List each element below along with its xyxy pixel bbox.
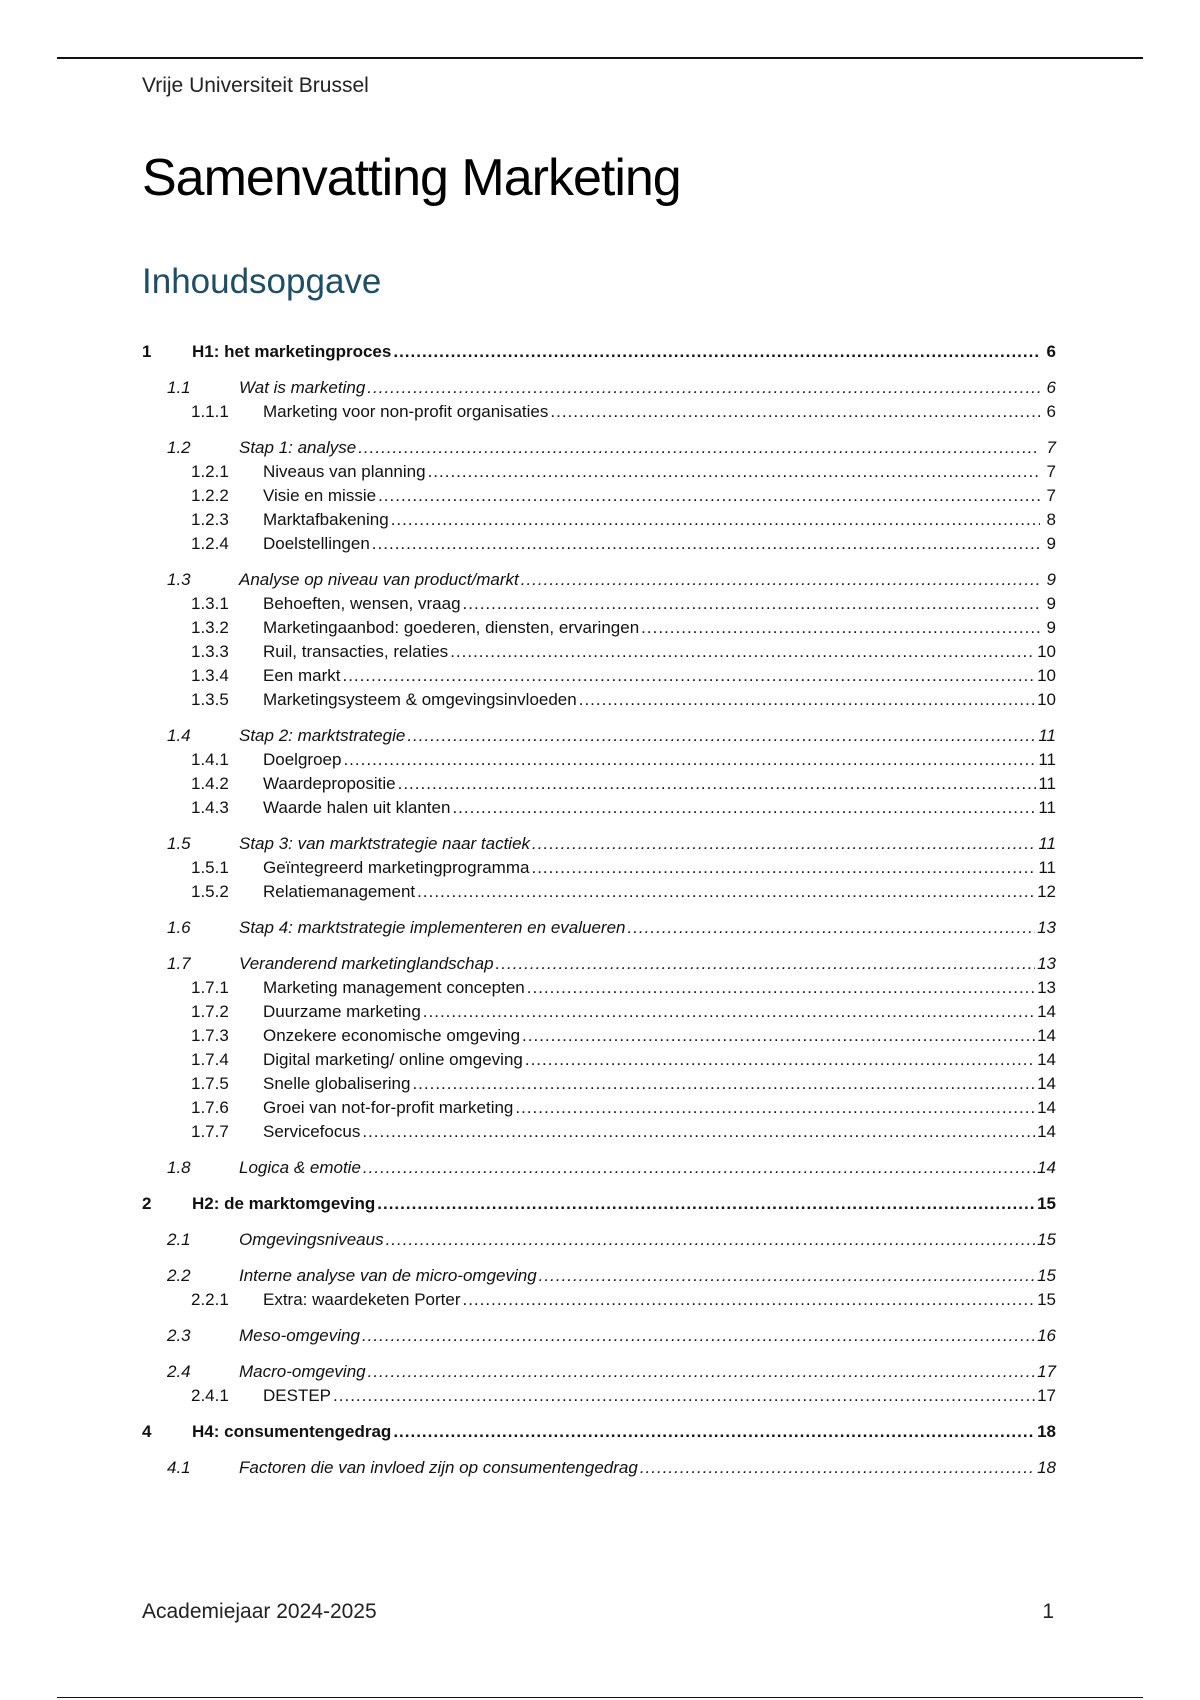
toc-entry-title: Wat is marketing	[239, 378, 366, 397]
toc-entry-title: Marktafbakening	[263, 510, 389, 529]
toc-entry-page: 18	[1037, 1422, 1056, 1441]
toc-entry-title: Stap 1: analyse	[239, 438, 357, 457]
toc-entry-number: 1.2.2	[191, 486, 229, 505]
toc-entry-title: Waarde halen uit klanten	[263, 798, 451, 817]
toc-entry-page: 11	[1038, 834, 1056, 853]
toc-dot-leader	[496, 952, 1036, 976]
toc-dot-leader	[391, 508, 1040, 532]
toc-entry-number: 2	[142, 1194, 152, 1213]
toc-entry-title: Doelstellingen	[263, 534, 370, 553]
toc-entry-page: 14	[1037, 1002, 1056, 1021]
toc-entry-number: 2.1	[167, 1230, 191, 1249]
toc-entry-page: 15	[1037, 1194, 1056, 1213]
toc-entry-page: 15	[1037, 1290, 1056, 1309]
toc-entry-number: 1.7.4	[191, 1050, 229, 1069]
toc-entry[interactable]	[142, 688, 1056, 712]
toc-entry[interactable]	[142, 1228, 1056, 1252]
toc-entry-number: 1.4.3	[191, 798, 229, 817]
toc-entry-page: 8	[1046, 510, 1056, 529]
toc-entry-number: 2.2	[167, 1266, 191, 1285]
top-rule	[57, 57, 1143, 59]
toc-dot-leader	[531, 856, 1036, 880]
toc-entry-number: 1.4.2	[191, 774, 229, 793]
toc-dot-leader	[368, 1360, 1035, 1384]
toc-entry-page: 7	[1046, 486, 1056, 505]
toc-entry-number: 1.7.3	[191, 1026, 229, 1045]
toc-dot-leader	[417, 880, 1035, 904]
toc-entry-number: 1.3.1	[191, 594, 229, 613]
toc-entry-page: 17	[1037, 1386, 1056, 1405]
toc-entry-title: Marketingaanbod: goederen, diensten, ervaringen	[263, 618, 640, 637]
toc-entry[interactable]	[142, 976, 1056, 1000]
toc-dot-leader	[333, 1384, 1035, 1408]
toc-entry-page: 15	[1037, 1266, 1056, 1285]
toc-entry-page: 11	[1038, 774, 1056, 793]
toc-entry[interactable]	[142, 1264, 1056, 1288]
toc-entry-page: 14	[1037, 1122, 1056, 1141]
toc-dot-leader	[367, 376, 1040, 400]
toc-dot-leader	[579, 688, 1035, 712]
toc-dot-leader	[462, 1288, 1035, 1312]
toc-dot-leader	[386, 1228, 1036, 1252]
toc-entry[interactable]	[142, 592, 1056, 616]
toc-entry[interactable]	[142, 832, 1056, 856]
toc-dot-leader	[343, 748, 1036, 772]
table-of-contents	[142, 340, 1056, 1480]
toc-entry-page: 13	[1037, 918, 1056, 937]
toc-entry-title: Onzekere economische omgeving	[263, 1026, 521, 1045]
toc-entry[interactable]	[142, 796, 1056, 820]
toc-dot-leader	[527, 976, 1035, 1000]
toc-entry-title: Factoren die van invloed zijn op consumentengedrag	[239, 1458, 638, 1477]
toc-entry[interactable]	[142, 460, 1056, 484]
toc-entry[interactable]	[142, 952, 1056, 976]
toc-dot-leader	[550, 400, 1040, 424]
toc-dot-leader	[423, 1000, 1035, 1024]
toc-entry-number: 1.2	[167, 438, 191, 457]
toc-dot-leader	[428, 460, 1040, 484]
document-title: Samenvatting Marketing	[142, 149, 681, 207]
toc-entry[interactable]	[142, 340, 1056, 364]
toc-entry-number: 2.3	[167, 1326, 191, 1345]
toc-entry-title: Groei van not-for-profit marketing	[263, 1098, 514, 1117]
toc-dot-leader	[362, 1324, 1035, 1348]
toc-entry-title: Een markt	[263, 666, 341, 685]
toc-dot-leader	[377, 1192, 1035, 1216]
toc-dot-leader	[378, 484, 1040, 508]
toc-entry-title: Relatiemanagement	[263, 882, 416, 901]
toc-entry-number: 1.2.3	[191, 510, 229, 529]
toc-entry[interactable]	[142, 1288, 1056, 1312]
toc-dot-leader	[532, 832, 1036, 856]
toc-entry-number: 1.3.2	[191, 618, 229, 637]
toc-entry[interactable]	[142, 1156, 1056, 1180]
toc-entry[interactable]	[142, 616, 1056, 640]
toc-dot-leader	[521, 568, 1040, 592]
toc-entry-title: Marketing voor non-profit organisaties	[263, 402, 549, 421]
toc-entry-page: 11	[1038, 750, 1056, 769]
toc-entry-number: 1.5.1	[191, 858, 229, 877]
toc-entry-page: 14	[1037, 1050, 1056, 1069]
toc-dot-leader	[393, 340, 1040, 364]
toc-entry-title: Digital marketing/ online omgeving	[263, 1050, 523, 1069]
toc-entry[interactable]	[142, 1024, 1056, 1048]
toc-entry-number: 1.7.1	[191, 978, 229, 997]
toc-entry-title: Marketingsysteem & omgevingsinvloeden	[263, 690, 577, 709]
toc-entry-title: Duurzame marketing	[263, 1002, 421, 1021]
toc-entry[interactable]	[142, 880, 1056, 904]
toc-entry-number: 1.3	[167, 570, 191, 589]
toc-entry-number: 1.5.2	[191, 882, 229, 901]
toc-entry-page: 13	[1037, 978, 1056, 997]
toc-entry-page: 14	[1037, 1098, 1056, 1117]
toc-dot-leader	[627, 916, 1035, 940]
toc-entry-title: Interne analyse van de micro-omgeving	[239, 1266, 537, 1285]
toc-entry-page: 6	[1046, 378, 1056, 397]
toc-dot-leader	[450, 640, 1035, 664]
toc-entry-title: Omgevingsniveaus	[239, 1230, 384, 1249]
toc-entry-number: 1.7.2	[191, 1002, 229, 1021]
bottom-rule	[57, 1697, 1143, 1698]
toc-entry[interactable]	[142, 436, 1056, 460]
toc-entry[interactable]	[142, 856, 1056, 880]
toc-entry-page: 18	[1037, 1458, 1056, 1477]
toc-entry-title: Waardepropositie	[263, 774, 396, 793]
toc-dot-leader	[372, 532, 1040, 556]
toc-entry[interactable]	[142, 724, 1056, 748]
toc-entry-number: 1.2.4	[191, 534, 229, 553]
toc-entry-page: 10	[1037, 642, 1056, 661]
toc-entry-title: Doelgroep	[263, 750, 342, 769]
toc-entry-number: 1.4	[167, 726, 191, 745]
toc-entry-page: 11	[1038, 798, 1056, 817]
toc-dot-leader	[539, 1264, 1035, 1288]
toc-entry-page: 14	[1037, 1158, 1056, 1177]
toc-entry-number: 1.7.5	[191, 1074, 229, 1093]
toc-entry-title: Stap 3: van marktstrategie naar tactiek	[239, 834, 531, 853]
toc-dot-leader	[522, 1024, 1035, 1048]
toc-entry-page: 9	[1046, 570, 1056, 589]
toc-dot-leader	[407, 724, 1036, 748]
toc-entry-title: Veranderend marketinglandschap	[239, 954, 494, 973]
toc-dot-leader	[525, 1048, 1035, 1072]
toc-entry-number: 1.3.5	[191, 690, 229, 709]
toc-entry-title: Behoeften, wensen, vraag	[263, 594, 461, 613]
toc-entry[interactable]	[142, 640, 1056, 664]
toc-entry-number: 2.4	[167, 1362, 191, 1381]
toc-entry[interactable]	[142, 508, 1056, 532]
footer-academic-year: Academiejaar 2024-2025	[142, 1600, 377, 1623]
toc-entry[interactable]	[142, 400, 1056, 424]
toc-dot-leader	[515, 1096, 1035, 1120]
toc-entry-title: Analyse op niveau van product/markt	[239, 570, 519, 589]
toc-entry-page: 6	[1046, 342, 1056, 361]
toc-entry[interactable]	[142, 772, 1056, 796]
toc-entry[interactable]	[142, 1360, 1056, 1384]
toc-entry-title: Ruil, transacties, relaties	[263, 642, 449, 661]
toc-entry-page: 15	[1037, 1230, 1056, 1249]
toc-entry-page: 9	[1046, 594, 1056, 613]
toc-entry[interactable]	[142, 1048, 1056, 1072]
toc-entry-title: Meso-omgeving	[239, 1326, 360, 1345]
toc-entry-title: Niveaus van planning	[263, 462, 426, 481]
toc-entry[interactable]	[142, 376, 1056, 400]
toc-entry-title: Visie en missie	[263, 486, 377, 505]
toc-entry-number: 2.2.1	[191, 1290, 229, 1309]
toc-entry-page: 11	[1038, 726, 1056, 745]
toc-entry[interactable]	[142, 1456, 1056, 1480]
toc-dot-leader	[362, 1120, 1035, 1144]
toc-entry[interactable]	[142, 532, 1056, 556]
toc-entry-title: H2: de marktomgeving	[192, 1194, 376, 1213]
toc-entry-page: 9	[1046, 618, 1056, 637]
toc-entry-page: 14	[1037, 1074, 1056, 1093]
toc-entry-title: H1: het marketingproces	[192, 342, 392, 361]
toc-entry[interactable]	[142, 1072, 1056, 1096]
toc-entry-page: 7	[1046, 462, 1056, 481]
toc-entry[interactable]	[142, 1420, 1056, 1444]
toc-entry-page: 14	[1037, 1026, 1056, 1045]
toc-entry-number: 1.1.1	[191, 402, 229, 421]
toc-dot-leader	[463, 592, 1040, 616]
toc-entry-title: Macro-omgeving	[239, 1362, 366, 1381]
toc-entry[interactable]	[142, 916, 1056, 940]
toc-entry-number: 4.1	[167, 1458, 191, 1477]
toc-entry-number: 1.1	[167, 378, 191, 397]
toc-entry-page: 10	[1037, 690, 1056, 709]
footer-page-number: 1	[1042, 1600, 1054, 1623]
toc-entry-title: Snelle globalisering	[263, 1074, 411, 1093]
toc-entry-title: DESTEP	[263, 1386, 332, 1405]
toc-entry-number: 1.8	[167, 1158, 191, 1177]
toc-entry[interactable]	[142, 748, 1056, 772]
toc-heading: Inhoudsopgave	[142, 262, 382, 301]
toc-entry-page: 6	[1046, 402, 1056, 421]
toc-entry-number: 4	[142, 1422, 152, 1441]
toc-entry-number: 1.5	[167, 834, 191, 853]
toc-entry-title: Geïntegreerd marketingprogramma	[263, 858, 530, 877]
toc-dot-leader	[641, 616, 1040, 640]
toc-entry[interactable]	[142, 1192, 1056, 1216]
toc-entry[interactable]	[142, 1120, 1056, 1144]
toc-dot-leader	[363, 1156, 1035, 1180]
institution-name: Vrije Universiteit Brussel	[142, 74, 369, 97]
toc-dot-leader	[358, 436, 1040, 460]
toc-entry-number: 1	[142, 342, 152, 361]
toc-entry-page: 9	[1046, 534, 1056, 553]
toc-entry[interactable]	[142, 1000, 1056, 1024]
toc-entry[interactable]	[142, 1096, 1056, 1120]
toc-entry-page: 16	[1037, 1326, 1056, 1345]
toc-entry[interactable]	[142, 1384, 1056, 1408]
toc-entry-number: 1.7.7	[191, 1122, 229, 1141]
toc-entry-number: 1.2.1	[191, 462, 229, 481]
toc-entry[interactable]	[142, 1324, 1056, 1348]
toc-entry-number: 1.6	[167, 918, 191, 937]
toc-entry-page: 11	[1038, 858, 1056, 877]
toc-entry[interactable]	[142, 484, 1056, 508]
toc-entry-page: 13	[1037, 954, 1056, 973]
toc-entry-title: Extra: waardeketen Porter	[263, 1290, 461, 1309]
toc-entry-title: Stap 4: marktstrategie implementeren en evalueren	[239, 918, 626, 937]
toc-entry-number: 1.4.1	[191, 750, 229, 769]
toc-entry-title: Marketing management concepten	[263, 978, 525, 997]
toc-entry[interactable]	[142, 568, 1056, 592]
toc-dot-leader	[393, 1420, 1035, 1444]
toc-entry[interactable]	[142, 664, 1056, 688]
toc-entry-number: 1.7	[167, 954, 191, 973]
toc-entry-page: 7	[1046, 438, 1056, 457]
toc-entry-number: 1.3.4	[191, 666, 229, 685]
toc-dot-leader	[398, 772, 1037, 796]
toc-entry-title: Servicefocus	[263, 1122, 361, 1141]
toc-entry-number: 1.7.6	[191, 1098, 229, 1117]
toc-entry-page: 12	[1037, 882, 1056, 901]
toc-dot-leader	[452, 796, 1036, 820]
toc-entry-number: 1.3.3	[191, 642, 229, 661]
toc-entry-page: 17	[1037, 1362, 1056, 1381]
toc-entry-number: 2.4.1	[191, 1386, 229, 1405]
toc-entry-title: Stap 2: marktstrategie	[239, 726, 406, 745]
toc-dot-leader	[640, 1456, 1035, 1480]
toc-dot-leader	[342, 664, 1035, 688]
toc-entry-title: H4: consumentengedrag	[192, 1422, 392, 1441]
toc-entry-page: 10	[1037, 666, 1056, 685]
toc-entry-title: Logica & emotie	[239, 1158, 361, 1177]
toc-dot-leader	[412, 1072, 1035, 1096]
